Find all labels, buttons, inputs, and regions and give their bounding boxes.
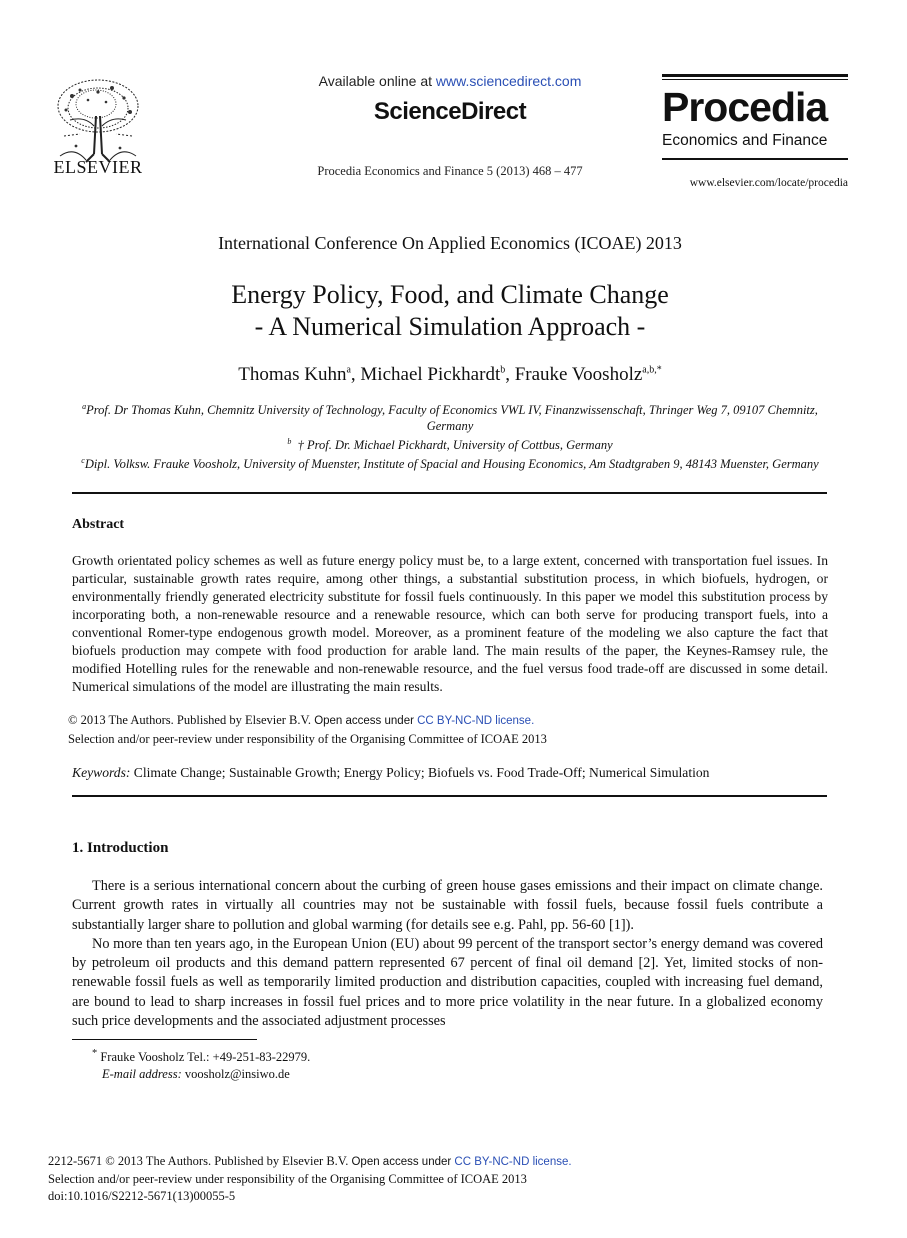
author-sep: , (350, 364, 361, 385)
title-line-2: - A Numerical Simulation Approach - (254, 312, 646, 341)
affiliation-c (80, 453, 820, 472)
sciencedirect-link[interactable]: www.sciencedirect.com (435, 73, 582, 89)
section-heading-introduction: 1. Introduction (72, 840, 169, 856)
keywords (72, 765, 832, 781)
elsevier-wordmark: ELSEVIER (53, 157, 143, 177)
abstract-heading: Abstract (72, 517, 125, 532)
affiliation-text: † Prof. Dr. Michael Pickhardt, University of Cottbus, Germany (297, 438, 613, 453)
affiliation-b (80, 434, 820, 453)
paper-title (50, 279, 850, 343)
keywords-label: Keywords: (72, 765, 131, 780)
footnote-marker: * (92, 1048, 98, 1059)
procedia-rule-bottom (662, 158, 848, 160)
available-online-line (200, 73, 700, 89)
procedia-url[interactable]: www.elsevier.com/locate/procedia (689, 177, 848, 189)
open-access-text: Open access under (351, 1156, 455, 1168)
introduction-body (72, 877, 823, 1031)
open-access-text: Open access under (314, 715, 418, 727)
procedia-logo: Procedia (662, 84, 828, 130)
author-sup: a,b,* (642, 364, 662, 376)
license-link[interactable]: CC BY-NC-ND license. (417, 715, 535, 727)
author-name: Frauke Voosholz (514, 364, 643, 385)
affiliation-text: Prof. Dr Thomas Kuhn, Chemnitz University of Technology, Faculty of Economics VWL IV, Finanzwissenschaft, Thringer Weg 7, 09107 Chemnitz, Germany (86, 403, 818, 434)
doi-line[interactable]: doi:10.1016/S2212-5671(13)00055-5 (48, 1189, 236, 1203)
email-address[interactable]: voosholz@insiwo.de (181, 1067, 290, 1082)
footnote-contact: Frauke Voosholz Tel.: +49-251-83-22979. (97, 1050, 311, 1065)
issn-line (48, 1153, 748, 1171)
peer-review-line: Selection and/or peer-review under responsibility of the Organising Committee of ICOAE 2013 (48, 1172, 527, 1186)
author-sup: b (500, 364, 506, 376)
available-prefix: Available online at (318, 73, 436, 89)
abstract-copyright (68, 711, 828, 748)
title-line-1: Energy Policy, Food, and Climate Change (231, 280, 669, 309)
author-list (50, 364, 850, 386)
author-name: Thomas Kuhn (238, 364, 347, 385)
affiliation-sup: c (81, 456, 85, 466)
author-sup: a (346, 364, 351, 376)
affiliations (80, 399, 820, 472)
affiliation-sup: b (287, 437, 292, 447)
affiliation-text: Dipl. Volksw. Frauke Voosholz, University of Muenster, Institute of Spacial and Housing Economics, Am Stadtgraben 9, 48143 Muenster, Germany (84, 457, 819, 472)
paragraph: There is a serious international concern about the curbing of green house gases emissions and their impact on climate change. Current growth rates in virtually all countries may not be sustainable with fossil fuels, because fossil fuels contribute a substantially larger share to pollution and global warming (for details see e.g. Pahl, pp. 56-60 [1]). (72, 878, 823, 933)
divider-bottom (72, 795, 827, 797)
sciencedirect-logo: ScienceDirect (373, 98, 527, 125)
copyright-line (68, 711, 828, 730)
divider-top (72, 492, 827, 494)
conference-name: International Conference On Applied Economics (ICOAE) 2013 (218, 233, 682, 253)
keywords-text: Climate Change; Sustainable Growth; Energy Policy; Biofuels vs. Food Trade-Off; Numerical Simulation (130, 765, 710, 780)
footnote-email-line (92, 1066, 692, 1083)
footnote-rule (72, 1039, 257, 1040)
paragraph: No more than ten years ago, in the European Union (EU) about 99 percent of the transport sector’s energy demand was covered by petroleum oil products and this demand pattern represented 67 percent of final oil demand [2]. Yet, limited stocks of non-renewable fossil fuels as well as temporarily limited production and distribution capacities, coupled with increasing fuel demand, are bound to lead to sharp increases in fossil fuel prices and to more price volatility in the near future. In a globalized economy such price developments and the associated adjustment processes (72, 935, 823, 1030)
procedia-rule-top-thin (662, 79, 848, 80)
corresponding-author-footnote (92, 1045, 692, 1083)
author-sep: , (505, 364, 515, 385)
procedia-subtitle: Economics and Finance (662, 132, 828, 149)
issn-copyright: 2212-5671 © 2013 The Authors. Published by Elsevier B.V. (48, 1154, 352, 1168)
procedia-rule-top (662, 74, 848, 77)
bottom-metadata (48, 1153, 748, 1205)
author-name: Michael Pickhardt (360, 364, 501, 385)
affiliation-sup: a (82, 402, 87, 411)
footnote-contact-line (92, 1045, 692, 1066)
license-link[interactable]: CC BY-NC-ND license. (454, 1156, 572, 1168)
peer-review-line: Selection and/or peer-review under responsibility of the Organising Committee of ICOAE 2013 (68, 732, 547, 746)
affiliation-a (80, 399, 820, 434)
email-label: E-mail address: (102, 1067, 182, 1082)
abstract-text: Growth orientated policy schemes as well as future energy policy must be, to a large extent, concerned with transportation fuel issues. In particular, sustainable growth rates require, among other things, a substantial substitution process, in which biofuels, hydrogen, or environmentally friendly generated electricity substitute for fossil fuels continuously. In this paper we model this substitution process by incorporating both, a non-renewable resource and a renewable resource, which can both serve for producing transport fuels, into a conventional Romer-type endogenous growth model. Moreover, as a prominent feature of the modeling we also capture the fact that biofuels production may compete with food production for arable land. The main results of the paper, the Keynes-Ramsey rule, the modified Hotelling rules for the renewable and non-renewable resource, and the fuel versus food trade-off are discussed in some detail. Numerical simulations of the model are illustrating the main results. (72, 553, 828, 694)
procedia-logo-block (662, 74, 848, 160)
copyright-text: © 2013 The Authors. Published by Elsevier B.V. (68, 713, 315, 727)
journal-reference: Procedia Economics and Finance 5 (2013) 468 – 477 (317, 164, 583, 178)
